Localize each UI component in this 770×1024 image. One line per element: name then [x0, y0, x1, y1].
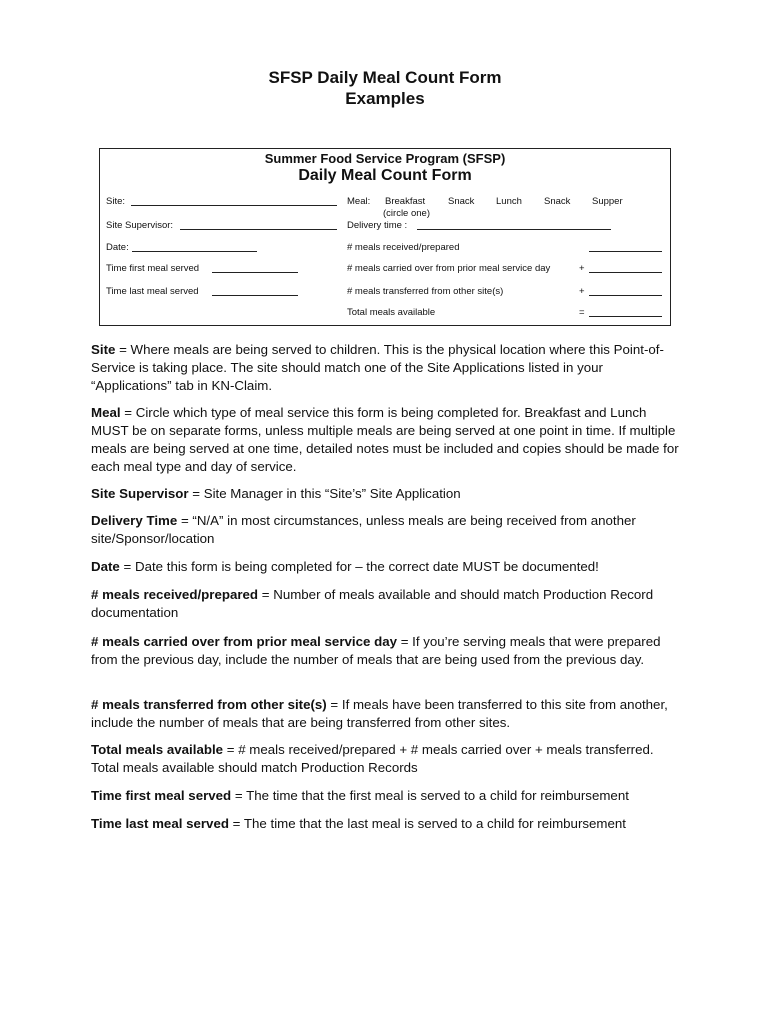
meal-option-snack-1: Snack — [448, 196, 475, 207]
meal-option-lunch: Lunch — [496, 196, 522, 207]
meals-carried-label: # meals carried over from prior meal service day — [347, 263, 551, 274]
site-line — [131, 205, 337, 206]
meals-transferred-line — [589, 295, 662, 296]
site-label: Site: — [106, 196, 126, 207]
term-meals-received: # meals received/prepared — [91, 587, 259, 602]
site-supervisor-line — [180, 229, 337, 230]
term-meal: Meal — [91, 405, 121, 420]
time-first-label: Time first meal served — [106, 263, 200, 274]
desc-meal: = Circle which type of meal service this form is being completed for. Breakfast and Lunch MUST be on separate forms, unless multiple meals are being served at one point in time. If multiple meals are being served at one time, detailed notes must be included and copies should be made for each meal type and day of service. — [91, 405, 679, 474]
term-site: Site — [91, 342, 116, 357]
delivery-time-line — [417, 229, 611, 230]
equals-sign: = — [579, 307, 585, 318]
total-meals-line — [589, 316, 662, 317]
meals-carried-line — [589, 272, 662, 273]
date-label: Date: — [106, 242, 129, 253]
definition-delivery-time — [91, 512, 681, 548]
term-time-first: Time first meal served — [91, 788, 232, 803]
meal-option-supper: Supper — [592, 196, 623, 207]
total-meals-label: Total meals available — [347, 307, 436, 318]
term-meals-carried: # meals carried over from prior meal service day — [91, 634, 397, 649]
definition-site — [91, 341, 681, 395]
form-program-title: Summer Food Service Program (SFSP) — [264, 151, 506, 166]
page-subtitle: Examples — [345, 89, 425, 108]
definition-site-supervisor — [91, 485, 681, 503]
circle-one-note: (circle one) — [383, 208, 430, 219]
form-title: Daily Meal Count Form — [298, 167, 472, 184]
term-delivery-time: Delivery Time — [91, 513, 178, 528]
definition-meals-carried — [91, 633, 681, 669]
meals-transferred-label: # meals transferred from other site(s) — [347, 286, 504, 297]
desc-meals-transferred: = If meals have been transferred to this site from another, include the number of meals that are being transferred from other sites. — [91, 697, 668, 730]
meal-label: Meal: — [347, 196, 371, 207]
desc-site: = Where meals are being served to children. This is the physical location where this Point-of-Service is taking place. The site should match one of the Site Applications listed in your “Applications” tab in KN-Claim. — [91, 342, 664, 393]
plus-sign-1: + — [579, 263, 585, 274]
term-meals-transferred: # meals transferred from other site(s) — [91, 697, 327, 712]
definition-meals-received — [91, 586, 681, 622]
definition-time-last — [91, 815, 681, 833]
time-last-label: Time last meal served — [106, 286, 199, 297]
term-total-meals: Total meals available — [91, 742, 224, 757]
plus-sign-2: + — [579, 286, 585, 297]
term-site-supervisor: Site Supervisor — [91, 486, 189, 501]
form-example-image — [99, 148, 671, 326]
desc-total-meals: = # meals received/prepared + # meals carried over + meals transferred. Total meals available should match Production Records — [91, 742, 654, 775]
meals-received-line — [589, 251, 662, 252]
desc-meals-received: = Number of meals available and should match Production Record documentation — [91, 587, 654, 620]
time-last-line — [212, 295, 298, 296]
definition-date — [91, 558, 681, 576]
definition-total-meals — [91, 741, 681, 777]
desc-site-supervisor: = Site Manager in this “Site’s” Site Application — [188, 486, 461, 501]
term-time-last: Time last meal served — [91, 816, 229, 831]
meal-option-breakfast: Breakfast — [385, 196, 426, 207]
page-title: SFSP Daily Meal Count Form — [268, 68, 502, 87]
desc-date: = Date this form is being completed for – the correct date MUST be documented! — [119, 559, 599, 574]
desc-meals-carried: = If you’re serving meals that were prepared from the previous day, include the number of meals that are being used from the previous day. — [91, 634, 661, 667]
definition-meals-transferred — [91, 696, 681, 732]
desc-time-first: = The time that the first meal is served to a child for reimbursement — [231, 788, 629, 803]
meal-option-snack-2: Snack — [544, 196, 571, 207]
time-first-line — [212, 272, 298, 273]
term-date: Date — [91, 559, 120, 574]
desc-delivery-time: = “N/A” in most circumstances, unless meals are being received from another site/Sponsor/location — [91, 513, 636, 546]
desc-time-last: = The time that the last meal is served to a child for reimbursement — [228, 816, 626, 831]
definition-meal — [91, 404, 681, 476]
delivery-time-label: Delivery time : — [347, 220, 408, 231]
date-line — [132, 251, 257, 252]
site-supervisor-label: Site Supervisor: — [106, 220, 174, 231]
definition-time-first — [91, 787, 681, 805]
meals-received-label: # meals received/prepared — [347, 242, 460, 253]
